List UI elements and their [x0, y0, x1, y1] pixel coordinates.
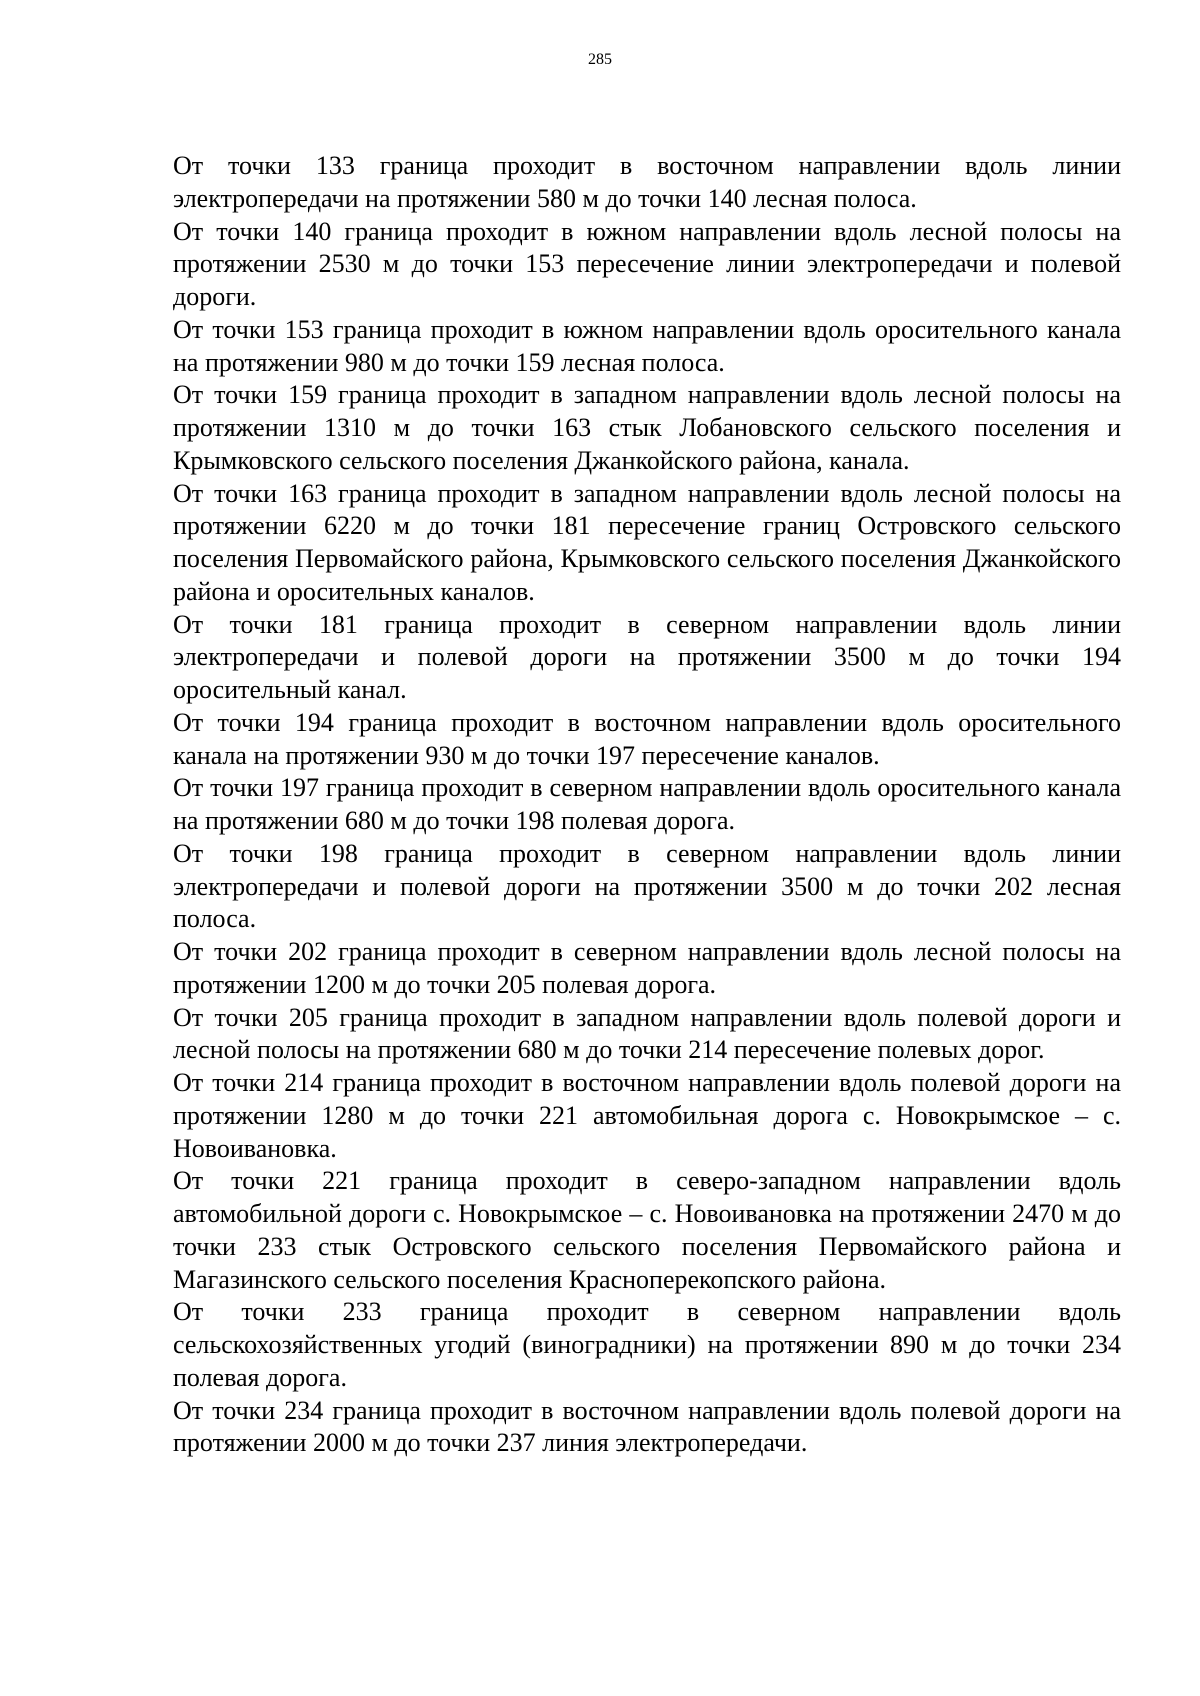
boundary-paragraph-8: От точки 197 граница проходит в северном направлении вдоль оросительного канала на протяжении 680 м до точки 198 полевая дорога. [173, 773, 1121, 835]
boundary-paragraph-9: От точки 198 граница проходит в северном направлении вдоль линии электропередачи и полевой дороги на протяжении 3500 м до точки 202 лесная полоса. [173, 838, 1121, 934]
page-number: 285 [588, 51, 612, 68]
boundary-paragraph-10: От точки 202 граница проходит в северном направлении вдоль лесной полосы на протяжении 1200 м до точки 205 полевая дорога. [173, 937, 1121, 999]
boundary-paragraph-13: От точки 221 граница проходит в северо-западном направлении вдоль автомобильной дороги с. Новокрымское – с. Новоивановка на протяжении 2470 м до точки 233 стык Островского сельского поселения Первомайского района и Магазинского сельского поселения Красноперекопского района. [173, 1166, 1121, 1294]
boundary-paragraph-14: От точки 233 граница проходит в северном направлении вдоль сельскохозяйственных угодий (виноградники) на протяжении 890 м до точки 234 полевая дорога. [173, 1297, 1121, 1392]
boundary-paragraph-2: От точки 140 граница проходит в южном направлении вдоль лесной полосы на протяжении 2530 м до точки 153 пересечение линии электропередачи и полевой дороги. [173, 216, 1121, 311]
boundary-paragraph-11: От точки 205 граница проходит в западном направлении вдоль полевой дороги и лесной полосы на протяжении 680 м до точки 214 пересечение полевых дорог. [173, 1002, 1121, 1065]
boundary-paragraph-3: От точки 153 граница проходит в южном направлении вдоль оросительного канала на протяжении 980 м до точки 159 лесная полоса. [173, 314, 1121, 377]
boundary-paragraph-1: От точки 133 граница проходит в восточном направлении вдоль линии электропередачи на протяжении 580 м до точки 140 лесная полоса. [173, 151, 1121, 213]
boundary-paragraph-5: От точки 163 граница проходит в западном направлении вдоль лесной полосы на протяжении 6220 м до точки 181 пересечение границ Островского сельского поселения Первомайского района, Крымковского сельского поселения Джанкойского района и оросительных каналов. [173, 478, 1121, 606]
document-body [173, 150, 1121, 1460]
boundary-paragraph-7: От точки 194 граница проходит в восточном направлении вдоль оросительного канала на протяжении 930 м до точки 197 пересечение каналов. [173, 707, 1121, 770]
boundary-paragraph-6: От точки 181 граница проходит в северном направлении вдоль линии электропередачи и полевой дороги на протяжении 3500 м до точки 194 оросительный канал. [173, 609, 1121, 704]
boundary-paragraph-15: От точки 234 граница проходит в восточном направлении вдоль полевой дороги на протяжении 2000 м до точки 237 линия электропередачи. [173, 1395, 1121, 1458]
boundary-paragraph-4: От точки 159 граница проходит в западном направлении вдоль лесной полосы на протяжении 1310 м до точки 163 стык Лобановского сельского поселения и Крымковского сельского поселения Джанкойского района, канала. [173, 380, 1121, 475]
boundary-paragraph-12: От точки 214 граница проходит в восточном направлении вдоль полевой дороги на протяжении 1280 м до точки 221 автомобильная дорога с. Новокрымское – с. Новоивановка. [173, 1068, 1121, 1163]
